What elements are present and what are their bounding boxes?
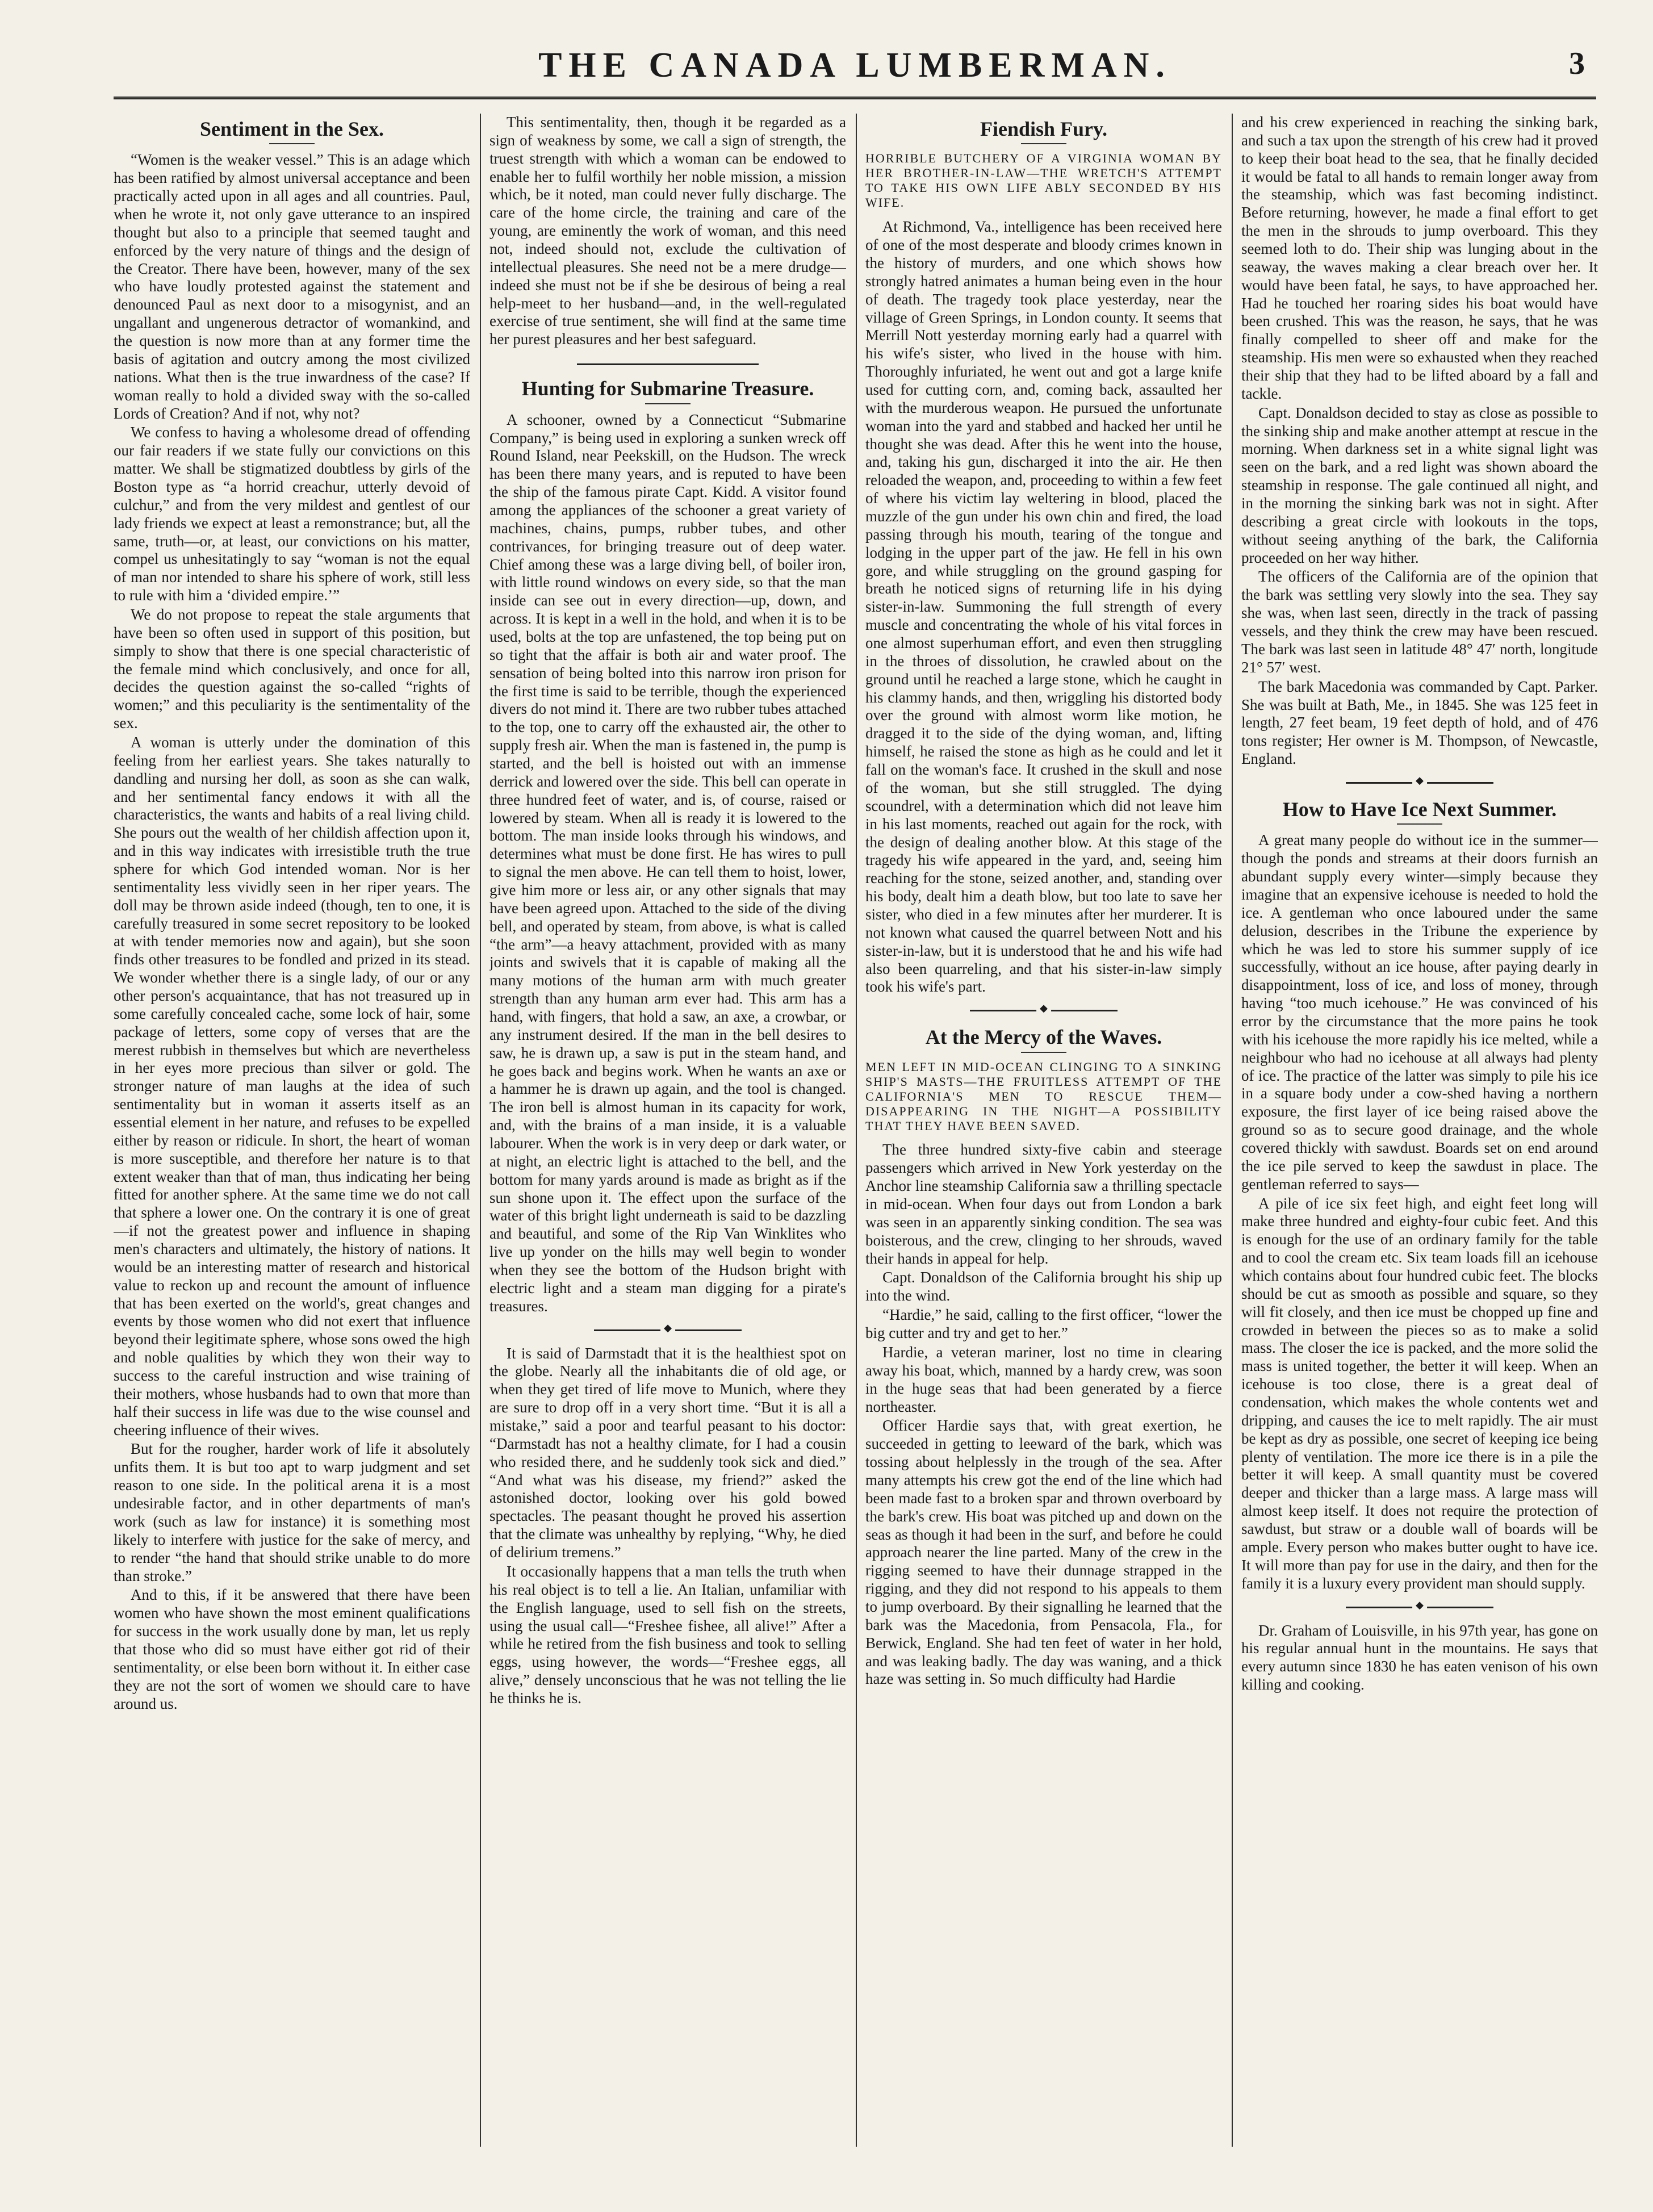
column-divider	[480, 114, 481, 2147]
heading-rule	[269, 143, 315, 144]
column-3	[865, 114, 1222, 2147]
newspaper-title: THE CANADA LUMBERMAN.	[538, 46, 1171, 85]
paragraph: Hardie, a veteran mariner, lost no time in clearing away his boat, which, manned by a hardy crew, was soon in the huge seas that had been generated by a fierce northeaster.	[865, 1343, 1222, 1415]
article-heading-submarine: Hunting for Submarine Treasure.	[521, 377, 814, 400]
paragraph: The three hundred sixty-five cabin and steerage passengers which arrived in New York yesterday on the Anchor line steamship California saw a thrilling spectacle in mid-ocean. When four days out from London a bark was seen in an apparently sinking condition. The sea was boisterous, and the crew, clinging to her shrouds, waved their hands in appeal for help.	[865, 1141, 1222, 1267]
paragraph: and his crew experienced in reaching the sinking bark, and such a tax upon the strength of his crew had it proved to keep their boat head to the sea, that he finally decided it would be fatal to all hands to remain longer away from the steamship, which was fast becoming indistinct. Before returning, however, he made a final effort to get the men in the shrouds to jump overboard. This they seemed loth to do. Their ship was lunging about in the seaway, the waves making a clear breach over her. It would have been fatal, he says, to have approached her. Had he touched her roaring sides his boat would have been crushed. This was the reason, he says, that he was finally compelled to sheer off and make for the steamship. His men were so exhausted when they reached their ship that they had to be lifted aboard by a fall and tackle.	[1241, 114, 1598, 402]
paragraph: A pile of ice six feet high, and eight feet long will make three hundred and eighty-four cubic feet. And this is enough for the use of an ordinary family for the table and to cool the cream etc. Six team loads fill an icehouse which contains about four hundred cubic feet. The blocks should be cut as smooth as possible and square, so they will fit closely, and then ice must be chopped up fine and crowded in between the pieces so as to make a solid mass. The closer the ice is packed, and the more solid the mass is united together, the better it will keep. When an icehouse is too close, there is a great deal of condensation, which makes the whole contents wet and dripping, and causes the ice to melt rapidly. The air must be kept as dry as possible, one secret of keeping ice being plenty of ventilation. The more ice there is in a pile the better it will keep. A small quantity must be covered deeper and thicker than a large mass. A large mass will almost keep itself. It does not require the protection of sawdust, but straw or a double wall of boards will be ample. Every person who makes butter ought to have ice. It will more than pay for use in the dairy, and then for the family it is a luxury every provident man should supply.	[1241, 1194, 1598, 1592]
masthead	[114, 45, 1596, 99]
heading-rule	[1397, 823, 1442, 825]
paragraph: Officer Hardie says that, with great exertion, he succeeded in getting to leeward of the bark, which was tossing about helplessly in the trough of the sea. After many attempts his crew got the end of the line which had been made fast to a broken spar and thrown overboard by the bark's crew. His boat was pitched up and down on the seas as though it had been in the surf, and before he could approach nearer the line parted. Many of the crew in the rigging seemed to have their dunnage strapped in the rigging, and they did not respond to his appeals to them to jump overboard. By their signalling he learned that the bark was the Macedonia, from Pensacola, Fla., for Berwick, England. She had ten feet of water in her hold, and was leaking badly. The day was waning, and a thick haze was setting in. So much difficulty had Hardie	[865, 1417, 1222, 1688]
article-subheading: HORRIBLE BUTCHERY OF A VIRGINIA WOMAN BY HER BROTHER-IN-LAW—THE WRETCH'S ATTEMPT TO TAKE HIS OWN LIFE ABLY SECONDED BY HIS WIFE.	[865, 151, 1222, 210]
paragraph: Capt. Donaldson decided to stay as close as possible to the sinking ship and make another attempt at rescue in the morning. When darkness set in a white signal light was seen on the bark, and a red light was shown aboard the steamship in response. The gale continued all night, and in the morning the sinking bark was not in sight. After describing a great circle with lookouts in the tops, without seeing anything of the bark, the California proceeded on her way hither.	[1241, 404, 1598, 566]
ornament-divider	[594, 1329, 742, 1335]
column-1	[114, 114, 470, 2147]
columns-container	[114, 114, 1596, 2158]
paragraph: A schooner, owned by a Connecticut “Submarine Company,” is being used in exploring a sunken wreck off Round Island, near Peekskill, on the Hudson. The wreck has been there many years, and is reputed to have been the ship of the famous pirate Capt. Kidd. A visitor found among the appliances of the schooner a great variety of machines, chains, pumps, rubber tubes, and other contrivances, for bringing treasure out of deep water. Chief among these was a large diving bell, of boiler iron, with little round windows on every side, so that the man inside can see out in every direction—up, down, and across. It is kept in a well in the hold, and when it is to be used, bolts at the top are unfastened, the top being put on so tight that the affair is both air and water proof. The sensation of being bolted into this narrow iron prison for the first time is said to be terrible, though the experienced divers do not mind it. There are two rubber tubes attached to the top, one to carry off the exhausted air, the other to supply fresh air. When the man is fastened in, the pump is started, and the bell is hoisted out with an immense derrick and lowered over the side. This bell can operate in three hundred feet of water, and is, of course, raised or lowered by steam. When all is ready it is lowered to the bottom. The man inside looks through his windows, and determines what must be done first. He has wires to pull to signal the men above. He can tell them to hoist, lower, give him more or less air, or any other signals that may have been agreed upon. Attached to the side of the diving bell, and operated by steam, from above, is what is called “the arm”—a heavy attachment, provided with as many joints and swivels that it is capable of making all the many motions of the human arm with much greater strength than any human arm ever had. This arm has a hand, with fingers, that hold a saw, an axe, a crowbar, or any instrument desired. If the man in the bell desires to saw, he is drawn up, a saw is put in the steam hand, and he goes back and begins work. When he wants an axe or a hammer he is drawn up again, and the tool is changed. The iron bell is almost human in its capacity for work, and, with the brains of a man inside, it is a valuable labourer. When the work is in very deep or dark water, or at night, an electric light is attached to the bell, and the bottom for many yards around is made as bright as if the sun shone upon it. The effect upon the surface of the water of this bright light underneath is said to be dazzling and beautiful, and some of the Rip Van Winklites who live up yonder on the hills may well begin to wonder when they see the bottom of the Hudson bright with electric light and a steam man digging for a pirate's treasures.	[489, 411, 846, 1315]
paragraph: A woman is utterly under the domination of this feeling from her earliest years. She takes naturally to dandling and nursing her doll, as soon as she can walk, and her sentimental fancy endows it with all the characteristics, the wants and habits of a real living child. She pours out the wealth of her childish affection upon it, and in this way indicates with irresistible truth the true sphere for which God intended woman. Nor is her sentimentality less vividly seen in her riper years. The doll may be thrown aside indeed (though, ten to one, it is carefully treasured in some secret repository to be looked at with tender memories now and again), but she soon finds other treasures to be fondled and prized in its stead. We wonder whether there is a single lady, of our or any other person's acquaintance, that has not treasured up in some carefully concealed cache, some lock of hair, some package of letters, some copy of verses that are the merest rubbish in themselves but which are nevertheless in her eyes more precious than silver or gold. The stronger nature of man laughs at the idea of such sentimentality but in woman it asserts itself as an essential element in her nature, and refuses to be expelled either by reason or ridicule. In short, the heart of woman is more susceptible, and therefore her nature is to that extent weaker than that of man, thus indicating her being fitted for another sphere. At the same time we do not call that sphere a lower one. On the contrary it is one of great—if not the greatest power and influence in shaping men's characters and ultimately, the history of nations. It would be an interesting matter of research and historical value to reckon up and recount the amount of influence that has been exerted on the world's, great changes and events by those women who did not exert that influence beyond their legitimate sphere, whose sons owed the high and noble qualities by which they won their way to success to the careful instruction and wise training of their mothers, whose husbands had to own that more than half their success in life was due to the wise counsel and cheering influence of their wives.	[114, 733, 470, 1439]
paragraph: At Richmond, Va., intelligence has been received here of one of the most desperate and bloody crimes known in the history of murders, and one which shows how strongly hatred animates a human being even in the hour of death. The tragedy took place yesterday, near the village of Green Springs, in London county. It seems that Merrill Nott yesterday morning early had a quarrel with his wife's sister, who lived in the house with him. Thoroughly infuriated, he went out and got a large knife used for cutting corn, and, coming back, assaulted her with the murderous weapon. He pursued the unfortunate woman into the yard and stabbed and hacked her until he thought she was dead. After this he went into the house, and, taking his gun, discharged it into the air. He then reloaded the weapon, and, proceeding to within a few feet of where his victim lay weltering in blood, placed the muzzle of the gun under his own chin and fired, the load passing through his mouth, tearing of the tongue and lodging in the upper part of the jaw. He fell in his own gore, and while struggling on the ground gasping for breath he noticed signs of returning life in his dying sister-in-law. Summoning the full strength of every muscle and concentrating the whole of his vital forces in one almost superhuman effort, and even then struggling in the throes of dissolution, he crawled about on the ground until he reached a large stone, which he caught in his clammy hands, and then, wriggling his distorted body over the ground with almost worm like motion, he dragged it to the side of the dying woman, and, lifting himself, he raised the stone as high as he could and let it fall on the woman's face. It crushed in the skull and nose of the woman, but she still struggled. The dying scoundrel, with a determination which did not leave him in his last moments, reached out again for the rock, with the design of dealing another blow. At this stage of the tragedy his wife appeared in the yard, and, seeing him reaching for the stone, seized another, and, standing over his body, dealt him a death blow, but too late to save her sister, who died in a few minutes after her murderer. It is not known what caused the quarrel between Nott and his sister-in-law, but it is understood that he and his wife had also been quarreling, and that his sister-in-law simply took his wife's part.	[865, 218, 1222, 996]
column-2	[489, 114, 846, 2147]
article-heading-sentiment: Sentiment in the Sex.	[200, 118, 384, 140]
column-divider	[1232, 114, 1233, 2147]
paragraph: A great many people do without ice in the summer—though the ponds and streams at their doors furnish an abundant supply every winter—simply because they imagine that an expensive icehouse is needed to hold the ice. A gentleman who once laboured under the same delusion, describes in the Tribune the experience by which he was led to store his summer supply of ice successfully, without an ice house, after paying dearly in disappointment, loss of ice, and loss of money, through having “too much icehouse.” He was convinced of his error by the circumstance that the more pains he took with his icehouse the more rapidly his ice melted, while a neighbour who had no icehouse at all always had plenty of ice. The practice of the latter was simply to pile his ice in a square body under a cow-shed having a northern exposure, the first layer of ice being raised above the ground so as to secure good drainage, and the whole covered thickly with sawdust. Boards set on end around the ice pile served to keep the sawdust in place. The gentleman referred to says—	[1241, 831, 1598, 1193]
article-heading-fiendish: Fiendish Fury.	[980, 118, 1108, 140]
paragraph: It occasionally happens that a man tells the truth when his real object is to tell a lie. An Italian, unfamiliar with the English language, used to sell fish on the streets, using the usual call—“Freshee fishee, all alive!” After a while he retired from the fish business and took to selling eggs, using however, the words—“Freshee eggs, all alive,” densely unconscious that he was not telling the lie he thinks he is.	[489, 1562, 846, 1707]
ornament-divider	[1346, 782, 1493, 787]
column-divider	[856, 114, 857, 2147]
paragraph: This sentimentality, then, though it be regarded as a sign of weakness by some, we call a sign of strength, the truest strength with which a woman can be endowed to enable her to fulfil worthily her noble mission, a mission which, be it noted, man could never fully discharge. The care of the home circle, the training and care of the young, are eminently the work of woman, and this need not, indeed should not, exclude the cultivation of intellectual pleasures. She need not be a mere drudge—indeed she must not be if she be desirous of being a real help-meet to her husband—and, in the well-regulated exercise of true sentiment, she will find at the same time her purest pleasures and her best safeguard.	[489, 114, 846, 348]
heading-rule	[1021, 143, 1066, 144]
paragraph: The bark Macedonia was commanded by Capt. Parker. She was built at Bath, Me., in 1845. She was 125 feet in length, 27 feet beam, 19 feet depth of hold, and of 476 tons register; Her owner is M. Thompson, of Newcastle, England.	[1241, 678, 1598, 768]
article-subheading: MEN LEFT IN MID-OCEAN CLINGING TO A SINKING SHIP'S MASTS—THE FRUITLESS ATTEMPT OF THE CALIFORNIA'S MEN TO RESCUE THEM—DISAPPEARING IN THE NIGHT—A POSSIBILITY THAT THEY HAVE BEEN SAVED.	[865, 1059, 1222, 1133]
article-heading-waves: At the Mercy of the Waves.	[925, 1026, 1162, 1049]
ornament-divider	[1346, 1607, 1493, 1612]
article-heading-ice: How to Have Ice Next Summer.	[1282, 797, 1557, 821]
heading-rule	[645, 403, 691, 404]
paragraph: It is said of Darmstadt that it is the healthiest spot on the globe. Nearly all the inhabitants die of old age, or when they get tired of life move to Munich, where they are sure to drop off in a very short time. “But it is all a mistake,” said a poor and tearful peasant to his doctor: “Darmstadt has not a healthy climate, for I had a cousin who resided there, and he suddenly took sick and died.” “And what was his disease, my friend?” asked the astonished doctor, looking over his gold bowed spectacles. The peasant thought he proved his assertion that the climate was unhealthy by replying, “Why, he died of delirium tremens.”	[489, 1344, 846, 1561]
column-4	[1241, 114, 1598, 2147]
paragraph: We do not propose to repeat the stale arguments that have been so often used in support of this position, but simply to show that there is one special characteristic of the female mind which conclusively, and once for all, decides the question against the so-called “rights of women;” and this peculiarity is the sentimentality of the sex.	[114, 605, 470, 732]
paragraph: We confess to having a wholesome dread of offending our fair readers if we state fully our convictions on this matter. We shall be stigmatized doubtless by girls of the Boston type as “a horrid creachur, utterly devoid of culchur,” and from the very mildest and gentlest of our lady friends we expect at least a remonstrance; but, all the same, truth—or, at least, our convictions on his matter, compel us unhesitatingly to say “woman is not the equal of man nor intended to share his sphere of work, still less to rule with him a ‘divided empire.’”	[114, 424, 470, 604]
paragraph: And to this, if it be answered that there have been women who have shown the most eminent qualifications for success in the work usually done by man, let us reply that those who did so must have either got rid of their sentimentality, or else been born without it. In either case they are not the sort of women we should care to have around us.	[114, 1586, 470, 1712]
heading-rule	[1021, 1052, 1066, 1053]
paragraph: The officers of the California are of the opinion that the bark was settling very slowly into the sea. They say she was, when last seen, directly in the track of passing vessels, and they think the crew may have been rescued. The bark was last seen in latitude 48° 47′ north, longitude 21° 57′ west.	[1241, 568, 1598, 676]
paragraph: Capt. Donaldson of the California brought his ship up into the wind.	[865, 1269, 1222, 1304]
section-rule	[577, 363, 759, 365]
paragraph: “Hardie,” he said, calling to the first officer, “lower the big cutter and try and get to her.”	[865, 1306, 1222, 1342]
paragraph: But for the rougher, harder work of life it absolutely unfits them. It is but too apt to warp judgment and set reason to one side. In the political arena it is a most undesirable factor, and in other departments of man's work (such as law for instance) it is something most likely to interfere with justice for the sake of mercy, and to render “the hand that should strike unable to do more than stroke.”	[114, 1440, 470, 1584]
paragraph: Dr. Graham of Louisville, in his 97th year, has gone on his regular annual hunt in the mountains. He says that every autumn since 1830 he has eaten venison of his own killing and cooking.	[1241, 1621, 1598, 1694]
ornament-divider	[970, 1010, 1118, 1015]
paragraph: “Women is the weaker vessel.” This is an adage which has been ratified by almost universal acceptance and been practically acted upon in all ages and all countries. Paul, when he wrote it, not only gave utterance to an inspired thought but also to a principle that seemed taught and enforced by the very nature of things and the design of the Creator. There have been, however, many of the sex who have loudly protested against the statement and denounced Paul as next door to a misogynist, and an ungallant and ungenerous detractor of womankind, and the question is now more than at any former time the basis of agitation and outcry among the most civilized nations. What then is the true inwardness of the case? If woman really to hold a divided sway with the so-called Lords of Creation? And if not, why not?	[114, 151, 470, 422]
page-number: 3	[1569, 46, 1585, 81]
